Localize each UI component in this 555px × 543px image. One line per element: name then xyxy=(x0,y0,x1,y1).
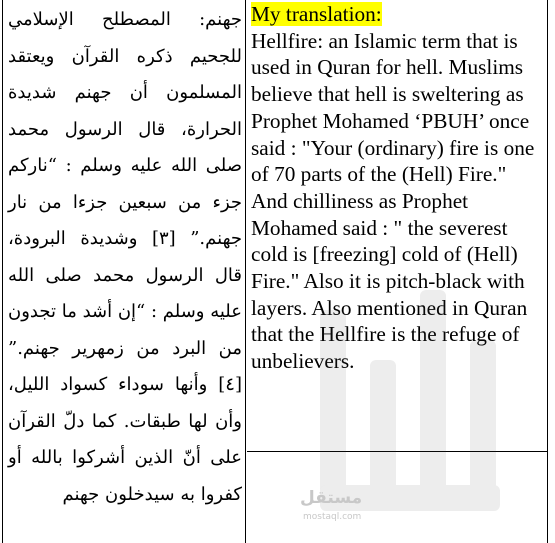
watermark-site: mostaql.com xyxy=(303,512,362,522)
translation-body: Hellfire: an Islamic term that is used in Quran for hell. Muslims believe that hell is sweltering as Prophet Mohamed ‘PBUH’ once said : "Your (ordinary) fire is one of 70 parts of the (Hell) Fire." And chilliness as Prophet Mohamed said : " the severest cold is [freezing] cold of (Hell) Fire." Also it is pitch-black with layers. Also mentioned in Quran that the Hellfire is the refuge of unbelievers. xyxy=(251,28,535,374)
watermark-brand: مستقل xyxy=(300,488,363,508)
translation-cell xyxy=(251,1,547,375)
row-divider xyxy=(247,451,548,452)
column-divider xyxy=(245,0,246,543)
arabic-source-text: جهنم: المصطلح الإسلامي للجحيم ذكره القرآن ويعتقد المسلمون أن جهنم شديدة الحرارة، قال الرسول محمد صلى الله عليه وسلم : “ناركم جزء من سبعين جزءا من نار جهنم.” [٣] وشديدة البرودة، قال الرسول محمد صلى الله عليه وسلم : “إن أشد ما تجدون من البرد من زمهرير جهنم.” [٤] وأنها سوداء كسواد الليل، وأن لها طبقات. كما دلّ القرآن على أنّ الذين أشركوا بالله أو كفروا به سيدخلون جهنم xyxy=(2,9,242,505)
translation-heading: My translation: xyxy=(251,2,382,26)
